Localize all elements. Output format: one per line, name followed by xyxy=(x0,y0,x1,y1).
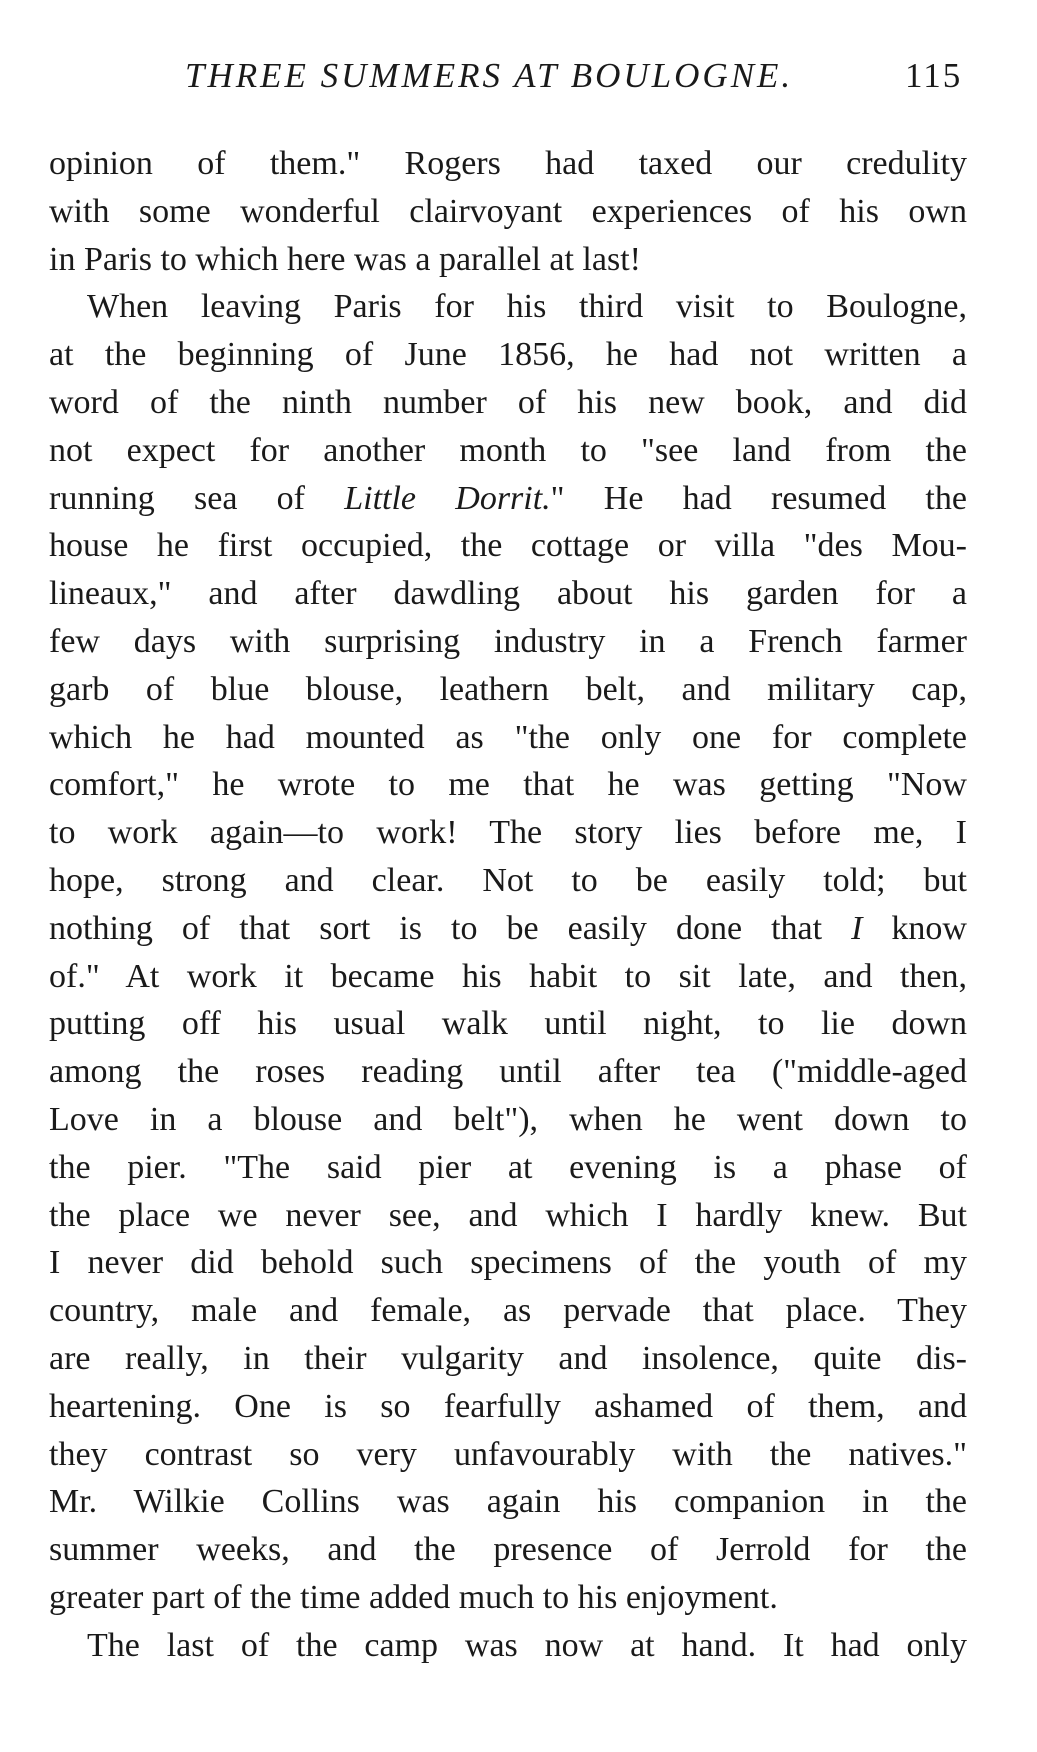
text-line: they contrast so very unfavourably with the natives." xyxy=(49,1435,967,1473)
page-number: 115 xyxy=(905,56,963,95)
text-line: are really, in their vulgarity and insolence, quite dis- xyxy=(49,1339,967,1377)
text-line: to work again—to work! The story lies before me, I xyxy=(49,814,967,852)
running-title: THREE SUMMERS AT BOULOGNE. xyxy=(185,56,794,95)
text-line: among the roses reading until after tea ("middle-aged xyxy=(49,1053,967,1091)
text-line: country, male and female, as pervade that place. They xyxy=(49,1292,967,1330)
text-run: " He had resumed the xyxy=(550,479,967,517)
text-line: lineaux," and after dawdling about his garden for a xyxy=(49,575,967,613)
text-line: opinion of them." Rogers had taxed our credulity xyxy=(49,145,967,182)
text-line: garb of blue blouse, leathern belt, and military cap, xyxy=(49,670,967,708)
paragraph-start-line: When leaving Paris for his third visit to Boulogne, xyxy=(87,288,967,326)
text-run: running sea of xyxy=(49,479,345,517)
body-text xyxy=(49,140,967,1670)
text-line: heartening. One is so fearfully ashamed of them, and xyxy=(49,1387,967,1425)
text-line: house he first occupied, the cottage or villa "des Mou- xyxy=(49,527,967,565)
text-line: word of the ninth number of his new book, and did xyxy=(49,383,967,421)
text-line: which he had mounted as "the only one for complete xyxy=(49,718,967,756)
text-line: few days with surprising industry in a French farmer xyxy=(49,622,967,660)
text-line: with some wonderful clairvoyant experiences of his own xyxy=(49,192,967,230)
text-line: at the beginning of June 1856, he had not written a xyxy=(49,336,967,374)
text-line: the pier. "The said pier at evening is a phase of xyxy=(49,1148,967,1186)
emphasis-italic: I xyxy=(851,909,863,947)
text-line: comfort," he wrote to me that he was getting "Now xyxy=(49,766,967,804)
text-line xyxy=(49,905,967,953)
text-run: nothing of that sort is to be easily done that xyxy=(49,909,852,947)
paragraph-start-line: The last of the camp was now at hand. It had only xyxy=(87,1626,967,1664)
text-line: I never did behold such specimens of the youth of my xyxy=(49,1244,967,1282)
text-line: Mr. Wilkie Collins was again his companion in the xyxy=(49,1483,967,1521)
text-line: Love in a blouse and belt"), when he went down to xyxy=(49,1100,967,1138)
text-line: of." At work it became his habit to sit late, and then, xyxy=(49,957,967,995)
text-line: hope, strong and clear. Not to be easily told; but xyxy=(49,861,967,899)
text-line: summer weeks, and the presence of Jerrold for the xyxy=(49,1531,967,1569)
text-line: putting off his usual walk until night, to lie down xyxy=(49,1005,967,1043)
text-line xyxy=(49,475,967,523)
text-line: greater part of the time added much to his enjoyment. xyxy=(49,1578,778,1616)
book-title-italic: Little Dorrit. xyxy=(344,479,551,517)
text-line: not expect for another month to "see land from the xyxy=(49,431,967,469)
text-run: know xyxy=(862,909,967,947)
text-line: the place we never see, and which I hardly knew. But xyxy=(49,1196,967,1234)
running-head xyxy=(0,56,1037,104)
text-line: in Paris to which here was a parallel at last! xyxy=(49,240,641,278)
